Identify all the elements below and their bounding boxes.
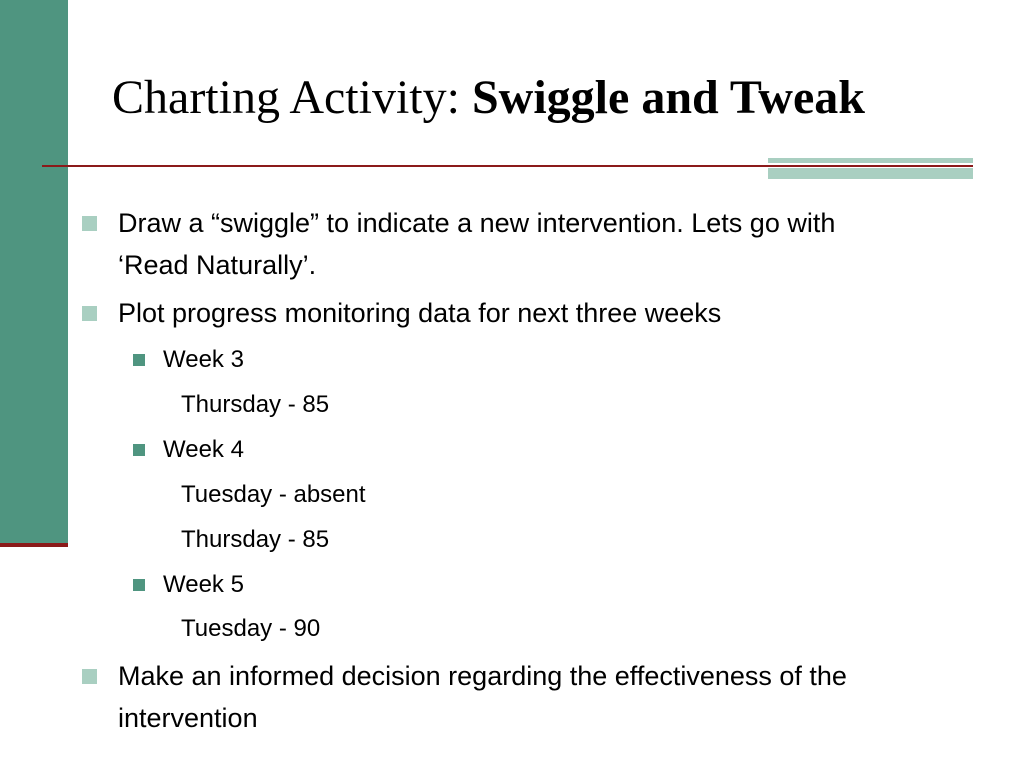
- week3-thursday: Thursday - 85: [181, 391, 330, 418]
- square-bullet-icon: [133, 579, 145, 591]
- bullet-item-swiggle-line1: Draw a “swiggle” to indicate a new intervention. Lets go with: [118, 208, 836, 238]
- square-bullet-icon: [133, 444, 145, 456]
- week4-thursday: Thursday - 85: [181, 526, 330, 553]
- sub-item-week3: Week 3: [163, 346, 244, 373]
- square-bullet-icon: [82, 306, 97, 321]
- sub-item-week5: Week 5: [163, 571, 244, 598]
- week4-tuesday: Tuesday - absent: [181, 481, 366, 508]
- bullet-item-plot: Plot progress monitoring data for next three weeks: [118, 298, 722, 328]
- square-bullet-icon: [133, 354, 145, 366]
- square-bullet-icon: [82, 216, 97, 231]
- title-bold-text: Swiggle and Tweak: [471, 71, 865, 124]
- bullet-item-decision-line1: Make an informed decision regarding the effectiveness of the: [118, 661, 847, 691]
- week5-tuesday: Tuesday - 90: [181, 615, 321, 642]
- title-regular-text: Charting Activity:: [112, 71, 472, 124]
- bullet-item-swiggle-line2: ‘Read Naturally’.: [118, 250, 317, 280]
- square-bullet-icon: [82, 669, 97, 684]
- bullet-item-decision-line2: intervention: [118, 703, 258, 733]
- sub-item-week4: Week 4: [163, 436, 244, 463]
